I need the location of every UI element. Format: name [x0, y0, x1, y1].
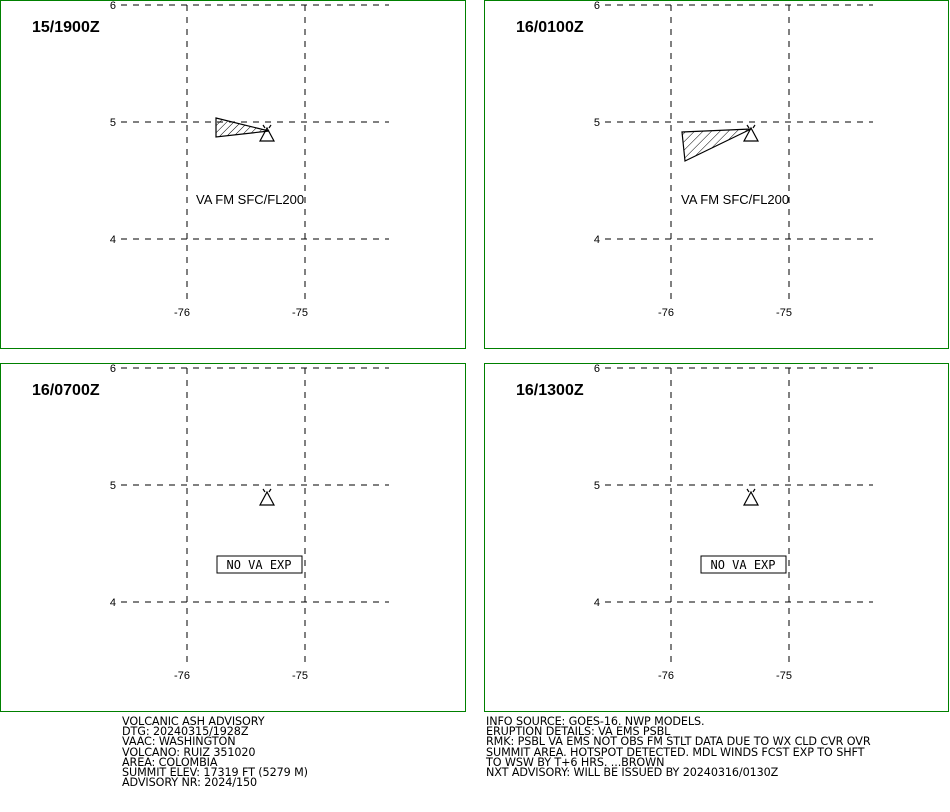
remarks-line: TO WSW BY T+6 HRS. ...BROWN	[486, 755, 665, 769]
volcano-icon	[260, 125, 274, 141]
lat-tick-6: 6	[109, 364, 116, 375]
forecast-panel-2	[484, 0, 949, 349]
lat-tick-4: 4	[109, 597, 116, 609]
volcano-icon	[260, 489, 274, 505]
lon-tick-right: -75	[292, 307, 308, 319]
panel-time-label: 15/1900Z	[32, 19, 100, 36]
grid-lines	[605, 368, 873, 662]
grid-lines	[121, 368, 389, 662]
lat-tick-5: 5	[593, 480, 600, 492]
ash-cloud-polygon	[216, 118, 269, 137]
forecast-panel-3	[0, 363, 466, 712]
lat-tick-5: 5	[109, 117, 116, 129]
ash-cloud-polygon	[682, 129, 751, 161]
panel-time-label: 16/1300Z	[516, 382, 584, 399]
map-grid-2	[485, 1, 950, 350]
volcano-icon	[744, 489, 758, 505]
lon-tick-left: -76	[658, 670, 674, 682]
advisory-header-text	[122, 717, 308, 788]
no-va-text: NO VA EXP	[226, 558, 292, 572]
forecast-panel-4	[484, 363, 949, 712]
map-grid-1	[1, 1, 467, 350]
advisory-line: ADVISORY NR: 2024/150	[122, 776, 257, 790]
grid-lines	[121, 5, 389, 299]
lon-tick-right: -75	[776, 670, 792, 682]
lat-tick-6: 6	[109, 1, 116, 12]
ash-altitude-label: VA FM SFC/FL200	[681, 192, 790, 207]
map-grid-4	[485, 364, 950, 713]
advisory-line: VAAC: WASHINGTON	[122, 735, 236, 749]
lon-tick-right: -75	[292, 670, 308, 682]
remarks-line: NXT ADVISORY: WILL BE ISSUED BY 20240316/0130Z	[486, 765, 779, 779]
lat-tick-4: 4	[593, 597, 600, 609]
map-grid-3	[1, 364, 467, 713]
remarks-line: INFO SOURCE: GOES-16. NWP MODELS.	[486, 715, 705, 728]
remarks-line: RMK: PSBL VA EMS NOT OBS FM STLT DATA DUE TO WX CLD CVR OVR	[486, 735, 871, 749]
advisory-remarks-text	[486, 717, 871, 778]
lat-tick-5: 5	[109, 480, 116, 492]
advisory-line: VOLCANIC ASH ADVISORY	[122, 715, 265, 728]
panel-time-label: 16/0700Z	[32, 382, 100, 399]
lon-tick-left: -76	[174, 307, 190, 319]
advisory-line: AREA: COLOMBIA	[122, 755, 218, 769]
advisory-line: VOLCANO: RUIZ 351020	[122, 745, 256, 759]
volcano-icon	[744, 125, 758, 141]
lon-tick-left: -76	[174, 670, 190, 682]
grid-lines	[605, 5, 873, 299]
panel-time-label: 16/0100Z	[516, 19, 584, 36]
ash-altitude-label: VA FM SFC/FL200	[196, 192, 305, 207]
lat-tick-4: 4	[109, 234, 116, 246]
lat-tick-6: 6	[593, 1, 600, 12]
lon-tick-right: -75	[776, 307, 792, 319]
lat-tick-5: 5	[593, 117, 600, 129]
lon-tick-left: -76	[658, 307, 674, 319]
lat-tick-6: 6	[593, 364, 600, 375]
advisory-line: DTG: 20240315/1928Z	[122, 725, 249, 739]
remarks-line: SUMMIT AREA. HOTSPOT DETECTED. MDL WINDS FCST EXP TO SHFT	[486, 745, 865, 759]
lat-tick-4: 4	[593, 234, 600, 246]
advisory-line: SUMMIT ELEV: 17319 FT (5279 M)	[122, 765, 308, 779]
remarks-line: ERUPTION DETAILS: VA EMS PSBL	[486, 725, 671, 739]
no-va-text: NO VA EXP	[710, 558, 776, 572]
forecast-panel-1	[0, 0, 466, 349]
